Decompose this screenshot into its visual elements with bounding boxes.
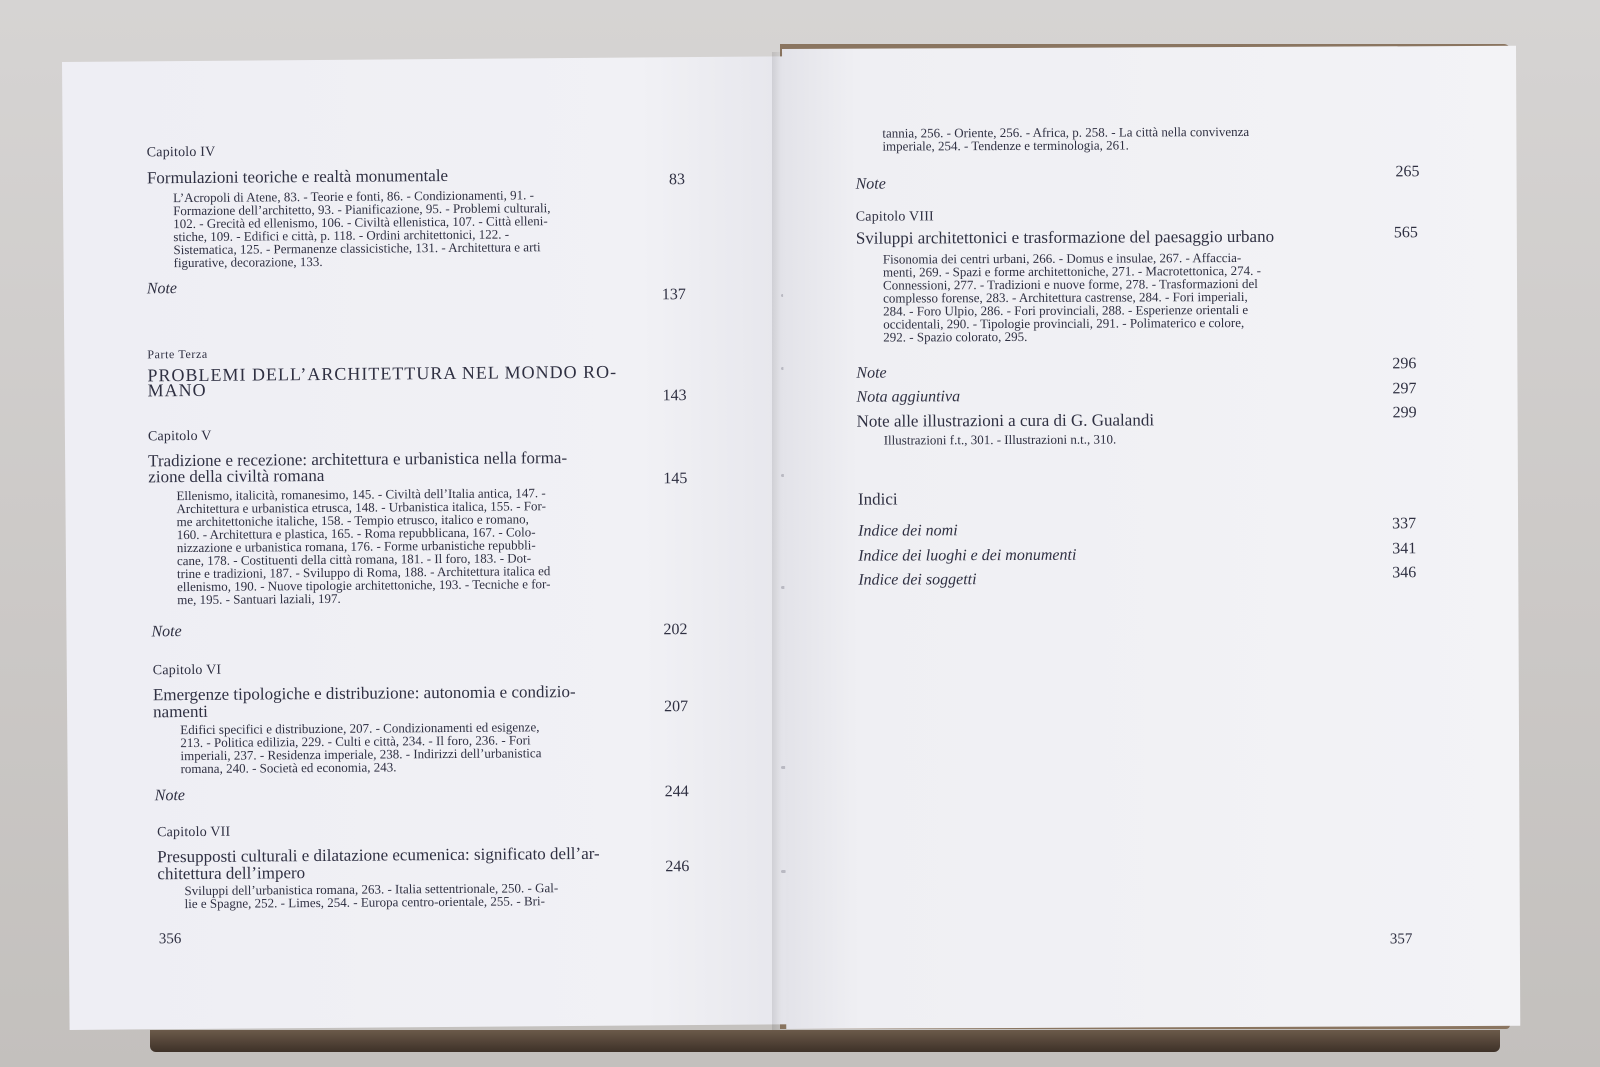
summary-line: trine e tradizioni, 187. - Sviluppo di Roma, 188. - Architettura italica ed xyxy=(176,563,551,582)
right-page xyxy=(782,46,1520,1029)
chapter-summary xyxy=(184,881,612,910)
page-number: 137 xyxy=(661,286,686,304)
chapter-label: Capitolo VII xyxy=(156,824,231,841)
page-number: 297 xyxy=(1392,380,1417,398)
summary-line: tannia, 256. - Oriente, 256. - Africa, p. 258. - La città nella convivenza xyxy=(882,123,1250,141)
chapter-label: Capitolo IV xyxy=(146,144,216,161)
index-entry: Indice dei soggetti xyxy=(858,571,977,589)
summary-line: Fisonomia dei centri urbani, 266. - Domus e insulae, 267. - Affaccia- xyxy=(882,249,1242,267)
page-number: 341 xyxy=(1392,540,1417,558)
summary-line: imperiale, 254. - Tendenze e terminologia, 261. xyxy=(882,137,1129,154)
nota-aggiuntiva-label: Nota aggiuntiva xyxy=(856,388,961,406)
summary-line: me architettoniche italiche, 158. - Tempio etrusco, italico e romano, xyxy=(176,511,529,530)
summary-line: cane, 178. - Costituenti della città romana, 181. - Il foro, 183. - Dot- xyxy=(176,550,532,569)
indici-heading: Indici xyxy=(857,489,898,509)
index-entry: Indice dei luoghi e dei monumenti xyxy=(858,546,1077,565)
chapter-title: Emergenze tipologiche e distribuzione: autonomia e condizio- xyxy=(152,681,576,705)
chapter-title-cont: namenti xyxy=(153,701,208,722)
summary-line: occidentali, 290. - Tipologie provinciali, 291. - Polimaterico e colore, xyxy=(883,314,1245,332)
page-number: 143 xyxy=(662,387,687,405)
chapter-summary xyxy=(176,486,609,606)
folio: 357 xyxy=(1389,931,1413,948)
page-number: 346 xyxy=(1392,564,1417,582)
chapter-label: Capitolo V xyxy=(147,428,212,445)
note-label: Note xyxy=(856,364,887,382)
book-bottom-edge xyxy=(150,1030,1500,1052)
page-number: 265 xyxy=(1395,163,1420,181)
part-label: Parte Terza xyxy=(147,346,208,362)
summary-line: imperiali, 237. - Residenza imperiale, 238. - Indirizzi dell’urbanistica xyxy=(180,745,542,764)
part-title-cont: MANO xyxy=(147,379,207,401)
index-entry: Indice dei nomi xyxy=(858,522,958,540)
summary-line: nizzazione e urbanistica romana, 176. - Forme urbanistiche repubbli- xyxy=(176,537,536,556)
note-label: Note xyxy=(146,280,178,298)
note-label: Note xyxy=(154,787,186,805)
page-number: 337 xyxy=(1392,515,1417,533)
summary-line: Architettura e urbanistica etrusca, 148. - Urbanistica italica, 155. - For- xyxy=(176,498,546,517)
summary-line: me, 195. - Santuari laziali, 197. xyxy=(177,590,341,608)
summary-line: menti, 269. - Spazi e forme architettoniche, 271. - Macrotettonica, 274. - xyxy=(882,262,1261,280)
chapter-title: Presupposti culturali e dilatazione ecumenica: significato dell’ar- xyxy=(157,843,600,867)
chapter-title: Sviluppi architettonici e trasformazione del paesaggio urbano xyxy=(855,226,1275,248)
note-label: Note xyxy=(151,623,182,641)
left-page xyxy=(62,56,793,1030)
chapter-title: Formulazioni teoriche e realtà monumentale xyxy=(146,165,449,188)
page-number: 299 xyxy=(1392,404,1417,422)
summary-line: 213. - Politica edilizia, 229. - Culti e città, 234. - Il foro, 236. - Fori xyxy=(180,732,531,751)
note-label: Note xyxy=(855,175,886,193)
summary-line: Ellenismo, italicità, romanesimo, 145. - Civiltà dell’Italia antica, 147. - xyxy=(176,485,546,504)
summary-line: lie e Spagne, 252. - Limes, 254. - Europa centro-orientale, 255. - Bri- xyxy=(184,893,545,912)
page-number: 207 xyxy=(664,698,689,716)
chapter-summary xyxy=(180,720,610,775)
chapter-title-cont: zione della civiltà romana xyxy=(148,465,325,487)
page-number: 244 xyxy=(664,783,689,801)
summary-line: stiche, 109. - Edifici e città, p. 118. - Ordini architettonici, 122. - xyxy=(173,226,510,245)
summary-line: Connessioni, 277. - Tradizioni e nuove forme, 278. - Trasformazioni del xyxy=(882,275,1258,293)
illustrazioni-sub: Illustrazioni f.t., 301. - Illustrazioni n.t., 310. xyxy=(883,431,1117,448)
page-number: 145 xyxy=(663,470,688,488)
chapter-summary xyxy=(883,251,1335,344)
summary-line: 292. - Spazio colorato, 295. xyxy=(883,328,1028,345)
page-number: 83 xyxy=(668,171,686,189)
summary-line: L’Acropoli di Atene, 83. - Teorie e fonti, 86. - Condizionamenti, 91. - xyxy=(173,187,534,206)
summary-line: 284. - Foro Ulpio, 286. - Fori provinciali, 288. - Esperienze orientali e xyxy=(883,301,1249,319)
summary-line: figurative, decorazione, 133. xyxy=(173,253,323,271)
chapter-title: Tradizione e recezione: architettura e urbanistica nella forma- xyxy=(148,448,568,471)
summary-line: Edifici specifici e distribuzione, 207. - Condizionamenti ed esigenze, xyxy=(180,719,540,738)
part-title: PROBLEMI DELL’ARCHITETTURA NEL MONDO RO- xyxy=(147,361,618,386)
summary-line: 160. - Architettura e plastica, 165. - Roma repubblicana, 167. - Colo- xyxy=(176,524,536,543)
chapter-label: Capitolo VIII xyxy=(855,209,934,225)
folio: 356 xyxy=(158,931,182,948)
summary-line: complesso forense, 283. - Architettura castrense, 284. - Fori imperiali, xyxy=(883,288,1248,306)
summary-line: 102. - Grecità ed ellenismo, 106. - Civiltà ellenistica, 107. - Città elleni- xyxy=(173,213,548,232)
summary-line: Sistematica, 125. - Permanenze classicistiche, 131. - Architettura e arti xyxy=(173,239,541,258)
page-number: 246 xyxy=(665,858,690,876)
chapter-label: Capitolo VI xyxy=(152,662,222,679)
chapter-summary xyxy=(173,188,606,269)
page-number: 565 xyxy=(1393,224,1418,242)
chapter-title-cont: chitettura dell’impero xyxy=(157,863,306,884)
note-illustrazioni-label: Note alle illustrazioni a cura di G. Gualandi xyxy=(856,410,1155,431)
chapter-summary-cont xyxy=(882,125,1333,153)
summary-line: romana, 240. - Società ed economia, 243. xyxy=(180,759,397,777)
summary-line: ellenismo, 190. - Nuove tipologie architettoniche, 193. - Tecniche e for- xyxy=(177,576,551,595)
summary-line: Formazione dell’architetto, 93. - Pianificazione, 95. - Problemi culturali, xyxy=(173,200,551,219)
page-number: 202 xyxy=(663,621,688,639)
page-number: 296 xyxy=(1392,355,1417,373)
summary-line: Sviluppi dell’urbanistica romana, 263. - Italia settentrionale, 250. - Gal- xyxy=(184,880,559,899)
